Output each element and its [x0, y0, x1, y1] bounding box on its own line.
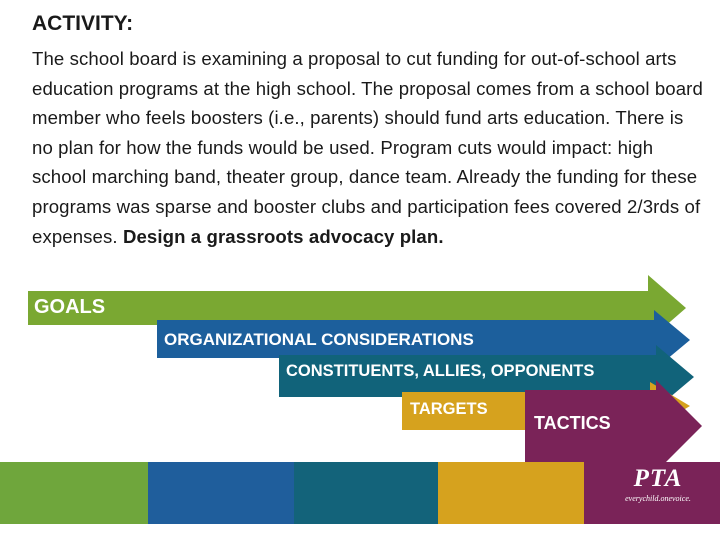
activity-body: The school board is examining a proposal to cut funding for out-of-school arts education programs at the high school. The proposal comes from a school board member who feels boosters (i.e., parents) should fund arts education. There is no plan for how the funds would be used. Program cuts would impact: high school marching band, theater group, dance team. Already the funding for these programs was sparse and booster clubs and participation fees covered 2/3rds of expenses. — [32, 48, 703, 247]
step-label-constituents: CONSTITUENTS, ALLIES, OPPONENTS — [286, 362, 595, 380]
stripe-segment-teal — [294, 462, 438, 524]
step-label-targets: TARGETS — [410, 400, 488, 418]
pta-logo-mark: PTA — [633, 465, 683, 492]
activity-title: ACTIVITY: — [32, 12, 134, 35]
pta-logo-tagline: everychild.onevoice. — [625, 494, 691, 503]
step-label-organizational-considerations: ORGANIZATIONAL CONSIDERATIONS — [164, 330, 474, 349]
footer-color-stripe — [0, 462, 720, 524]
activity-emphasis: Design a grassroots advocacy plan. — [122, 225, 444, 247]
stripe-segment-gold — [438, 462, 584, 524]
step-label-goals: GOALS — [34, 296, 106, 318]
stripe-segment-blue — [148, 462, 294, 524]
pta-logo — [616, 466, 700, 514]
stripe-segment-green — [0, 462, 148, 524]
step-label-tactics: TACTICS — [534, 413, 611, 433]
